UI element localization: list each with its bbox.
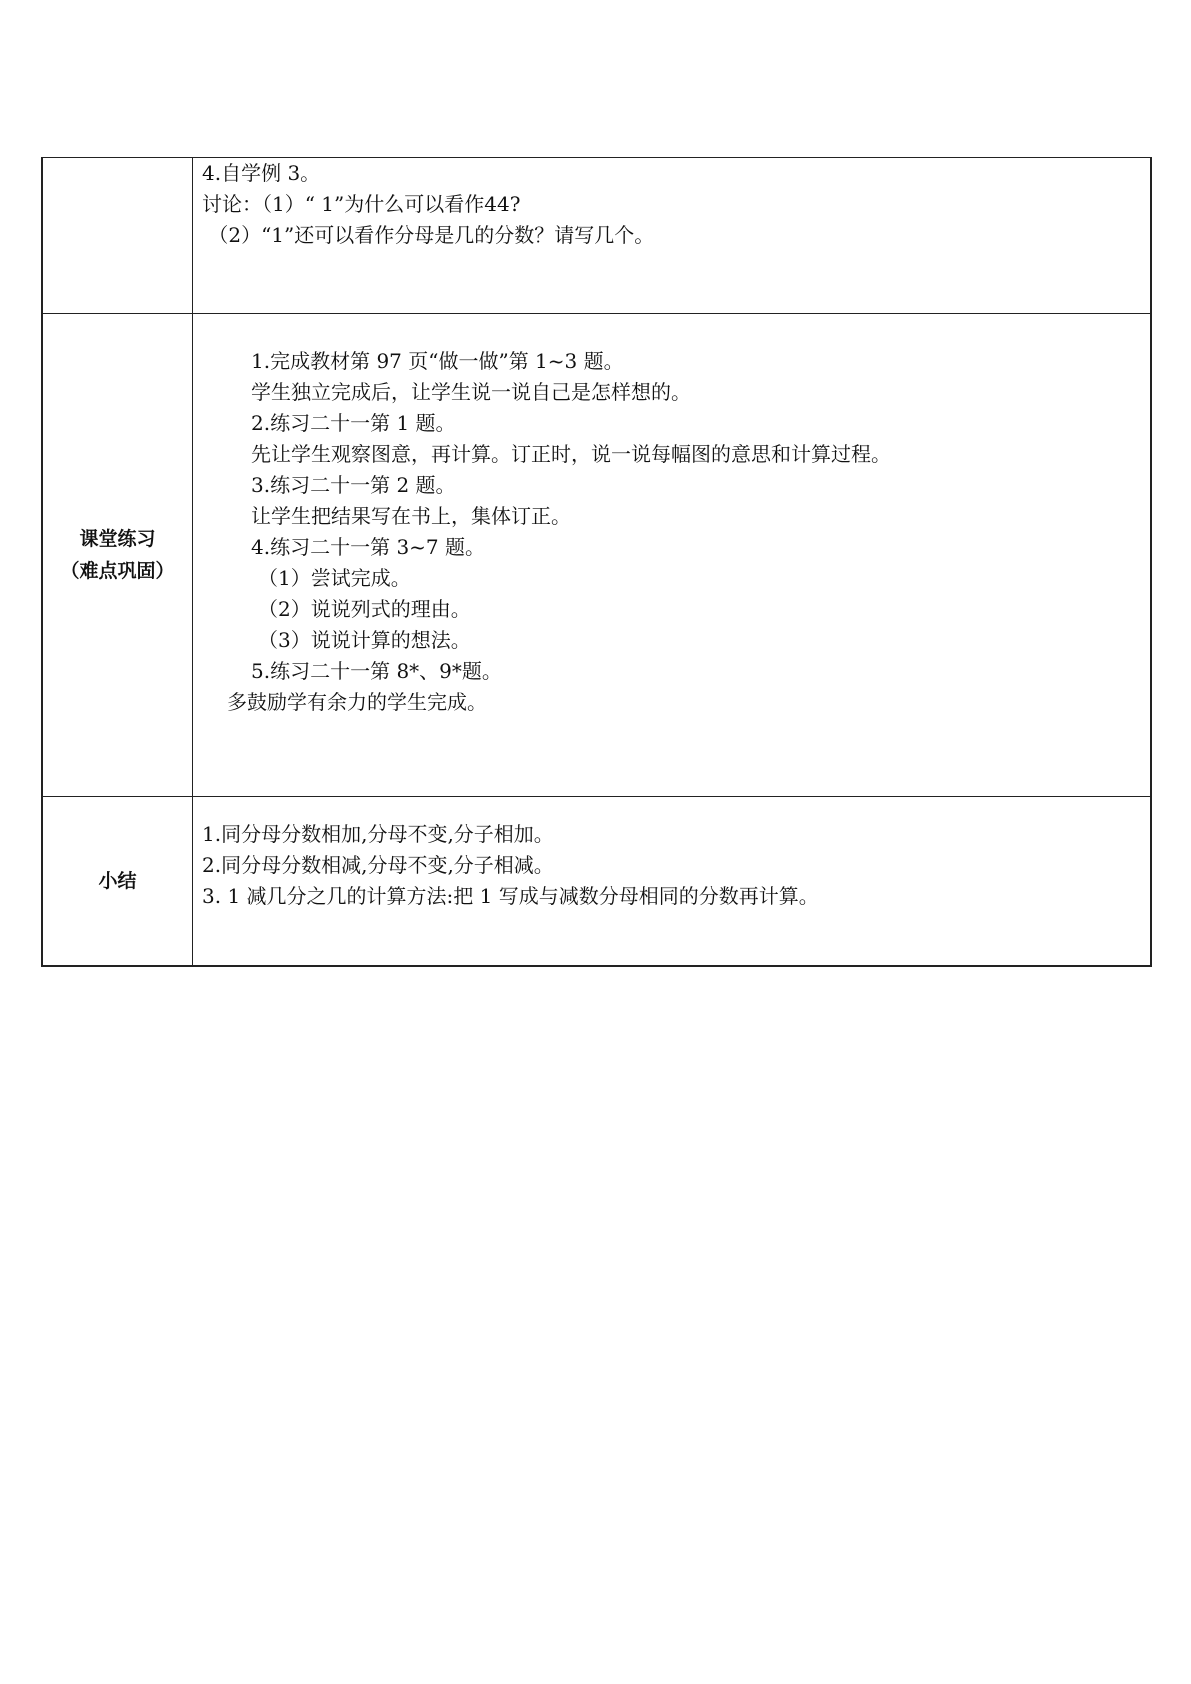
content-line: 多鼓励学有余力的学生完成。 xyxy=(227,690,487,714)
content-line: 5.练习二十一第 8*、9*题。 xyxy=(251,659,502,683)
table-row xyxy=(42,314,1151,797)
self-study-content xyxy=(193,158,1152,314)
content-line: 让学生把结果写在书上，集体订正。 xyxy=(251,504,571,528)
content-line: 1.完成教材第 97 页“做一做”第 1~3 题。 xyxy=(251,349,624,373)
content-line: 3.练习二十一第 2 题。 xyxy=(251,473,456,497)
summary-label: 小结 xyxy=(98,870,137,892)
content-line: 3. 1 减几分之几的计算方法:把 1 写成与减数分母相同的分数再计算。 xyxy=(202,884,819,908)
row-label-practice xyxy=(42,314,193,797)
content-line: （2）说说列式的理由。 xyxy=(258,597,471,621)
summary-content xyxy=(193,797,1152,967)
content-line: 学生独立完成后，让学生说一说自己是怎样想的。 xyxy=(251,380,691,404)
row-label-empty xyxy=(42,158,193,314)
content-line: 4.自学例 3。 xyxy=(202,161,321,185)
content-line: 4.练习二十一第 3~7 题。 xyxy=(251,535,486,559)
content-line: （2）“1”还可以看作分母是几的分数？请写几个。 xyxy=(202,223,655,247)
content-line: （1）尝试完成。 xyxy=(258,566,411,590)
practice-content xyxy=(193,314,1152,797)
content-line: （3）说说计算的想法。 xyxy=(258,628,471,652)
content-line: 2.练习二十一第 1 题。 xyxy=(251,411,456,435)
row-label-summary xyxy=(42,797,193,967)
table-row xyxy=(42,797,1151,967)
table-row xyxy=(42,158,1151,314)
content-line: 2.同分母分数相减,分母不变,分子相减。 xyxy=(202,853,554,877)
content-line: 讨论：（1）“ 1”为什么可以看作44? xyxy=(202,192,521,216)
content-line: 先让学生观察图意，再计算。订正时，说一说每幅图的意思和计算过程。 xyxy=(251,442,891,466)
lesson-plan-table xyxy=(41,157,1152,967)
content-line: 1.同分母分数相加,分母不变,分子相加。 xyxy=(202,822,554,846)
practice-label: 课堂练习 xyxy=(79,528,156,550)
practice-sublabel: （难点巩固） xyxy=(60,560,175,582)
